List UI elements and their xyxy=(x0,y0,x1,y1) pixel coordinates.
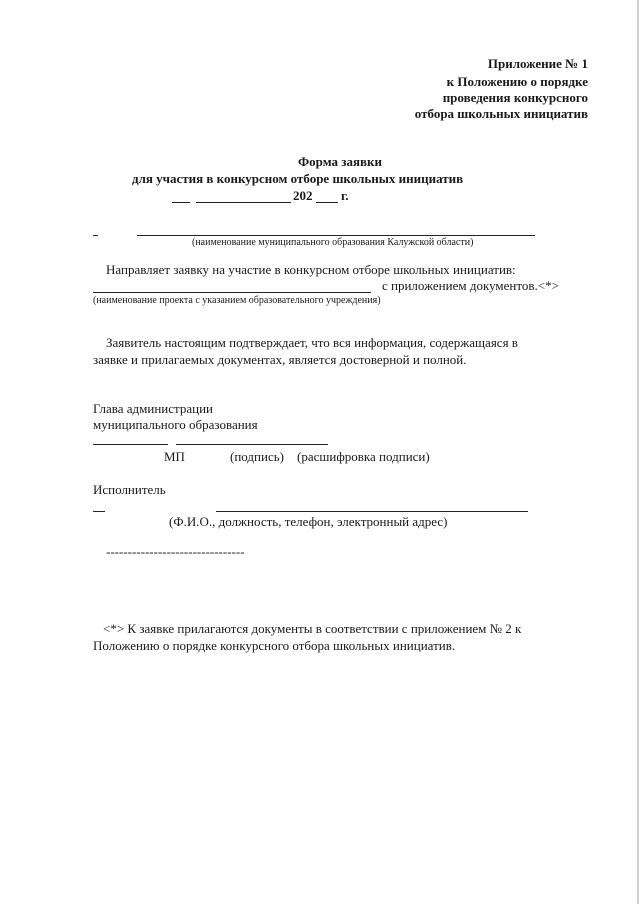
signature-decoding-label: (расшифровка подписи) xyxy=(297,449,430,464)
footnote-separator: -------------------------------- xyxy=(106,544,245,559)
date-suffix: г. xyxy=(341,188,349,203)
stamp-label: МП xyxy=(164,449,185,464)
head-title: Глава администрации xyxy=(93,401,214,416)
executor-caption: (Ф.И.О., должность, телефон, электронный адрес) xyxy=(169,514,448,529)
date-day-line xyxy=(172,202,190,203)
application-text: Направляет заявку на участие в конкурсном отборе школьных инициатив: xyxy=(106,262,516,277)
footnote-line-2: Положению о порядке конкурсного отбора школьных инициатив. xyxy=(93,638,456,653)
municipality-tick xyxy=(93,235,98,236)
appendix-selection: отбора школьных инициатив xyxy=(414,106,588,121)
signature-line xyxy=(176,444,328,445)
head-municipality: муниципального образования xyxy=(93,417,258,432)
confirmation-line-2: заявке и прилагаемых документах, является достоверной и полной. xyxy=(93,352,467,367)
project-line xyxy=(93,292,371,293)
appendix-number: Приложение № 1 xyxy=(487,56,588,71)
form-subtitle: для участия в конкурсном отборе школьных инициатив xyxy=(132,171,464,186)
executor-tick xyxy=(93,511,105,512)
project-caption: (наименование проекта с указанием образовательного учреждения) xyxy=(93,295,381,306)
municipality-line xyxy=(137,235,535,236)
date-year: 202 xyxy=(293,188,313,203)
signature-label: (подпись) xyxy=(230,449,284,464)
confirmation-line-1: Заявитель настоящим подтверждает, что вся информация, содержащаяся в xyxy=(106,335,518,350)
form-title: Форма заявки xyxy=(298,154,382,169)
application-attachments: с приложением документов.<*> xyxy=(382,278,559,293)
executor-label: Исполнитель xyxy=(93,482,166,497)
stamp-line xyxy=(93,444,168,445)
municipality-caption: (наименование муниципального образования Калужской области) xyxy=(192,237,474,248)
appendix-reference: к Положению о порядке xyxy=(446,74,588,89)
appendix-procedure: проведения конкурсного xyxy=(442,90,588,105)
date-year-line xyxy=(316,202,338,203)
footnote-line-1: <*> К заявке прилагаются документы в соответствии с приложением № 2 к xyxy=(103,621,522,636)
executor-line xyxy=(216,511,528,512)
date-month-line xyxy=(196,202,291,203)
